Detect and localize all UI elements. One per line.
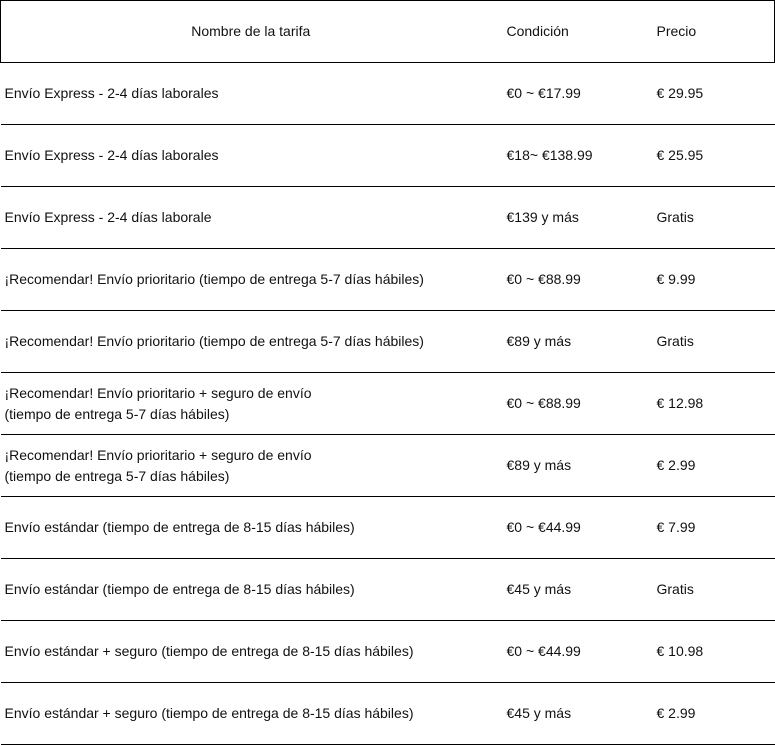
table-row	[1, 63, 775, 125]
table-row	[1, 125, 775, 187]
price-cell: € 29.95	[651, 63, 775, 125]
table-row	[1, 187, 775, 249]
rate-name-cell: ¡Recomendar! Envío prioritario (tiempo de entrega 5-7 días hábiles)	[1, 311, 501, 373]
condition-cell: €45 y más	[501, 683, 651, 745]
table-row	[1, 373, 775, 435]
condition-cell: €89 y más	[501, 435, 651, 497]
condition-cell: €0 ~ €88.99	[501, 249, 651, 311]
condition-cell: €0 ~ €44.99	[501, 497, 651, 559]
price-cell: € 25.95	[651, 125, 775, 187]
table-row	[1, 311, 775, 373]
rate-name-cell: Envío Express - 2-4 días laborales	[1, 63, 501, 125]
condition-cell: €0 ~ €88.99	[501, 373, 651, 435]
header-price: Precio	[651, 1, 775, 63]
rate-name-cell: ¡Recomendar! Envío prioritario (tiempo de entrega 5-7 días hábiles)	[1, 249, 501, 311]
price-cell: € 9.99	[651, 249, 775, 311]
table-row	[1, 621, 775, 683]
condition-cell: €0 ~ €44.99	[501, 621, 651, 683]
rate-name-cell: Envío Express - 2-4 días laborales	[1, 125, 501, 187]
price-cell: € 12.98	[651, 373, 775, 435]
rate-name-cell: ¡Recomendar! Envío prioritario + seguro de envío (tiempo de entrega 5-7 días hábiles)	[1, 373, 501, 435]
rate-name-cell: Envío Express - 2-4 días laborale	[1, 187, 501, 249]
rate-name-cell: Envío estándar (tiempo de entrega de 8-15 días hábiles)	[1, 497, 501, 559]
rate-name-cell: ¡Recomendar! Envío prioritario + seguro de envío (tiempo de entrega 5-7 días hábiles)	[1, 435, 501, 497]
table-row	[1, 435, 775, 497]
condition-cell: €0 ~ €17.99	[501, 63, 651, 125]
price-cell: Gratis	[651, 559, 775, 621]
table-row	[1, 249, 775, 311]
rate-name-cell: Envío estándar + seguro (tiempo de entrega de 8-15 días hábiles)	[1, 683, 501, 745]
condition-cell: €45 y más	[501, 559, 651, 621]
header-row	[1, 1, 775, 63]
condition-cell: €89 y más	[501, 311, 651, 373]
rate-name-cell: Envío estándar + seguro (tiempo de entrega de 8-15 días hábiles)	[1, 621, 501, 683]
table-row	[1, 559, 775, 621]
price-cell: Gratis	[651, 311, 775, 373]
header-condition: Condición	[501, 1, 651, 63]
header-rate-name: Nombre de la tarifa	[1, 1, 501, 63]
table-row	[1, 683, 775, 745]
price-cell: € 7.99	[651, 497, 775, 559]
condition-cell: €139 y más	[501, 187, 651, 249]
table-header	[1, 1, 775, 63]
price-cell: Gratis	[651, 187, 775, 249]
price-cell: € 2.99	[651, 435, 775, 497]
table-body	[1, 63, 775, 745]
price-cell: € 2.99	[651, 683, 775, 745]
table-row	[1, 497, 775, 559]
condition-cell: €18~ €138.99	[501, 125, 651, 187]
price-cell: € 10.98	[651, 621, 775, 683]
rate-name-cell: Envío estándar (tiempo de entrega de 8-15 días hábiles)	[1, 559, 501, 621]
